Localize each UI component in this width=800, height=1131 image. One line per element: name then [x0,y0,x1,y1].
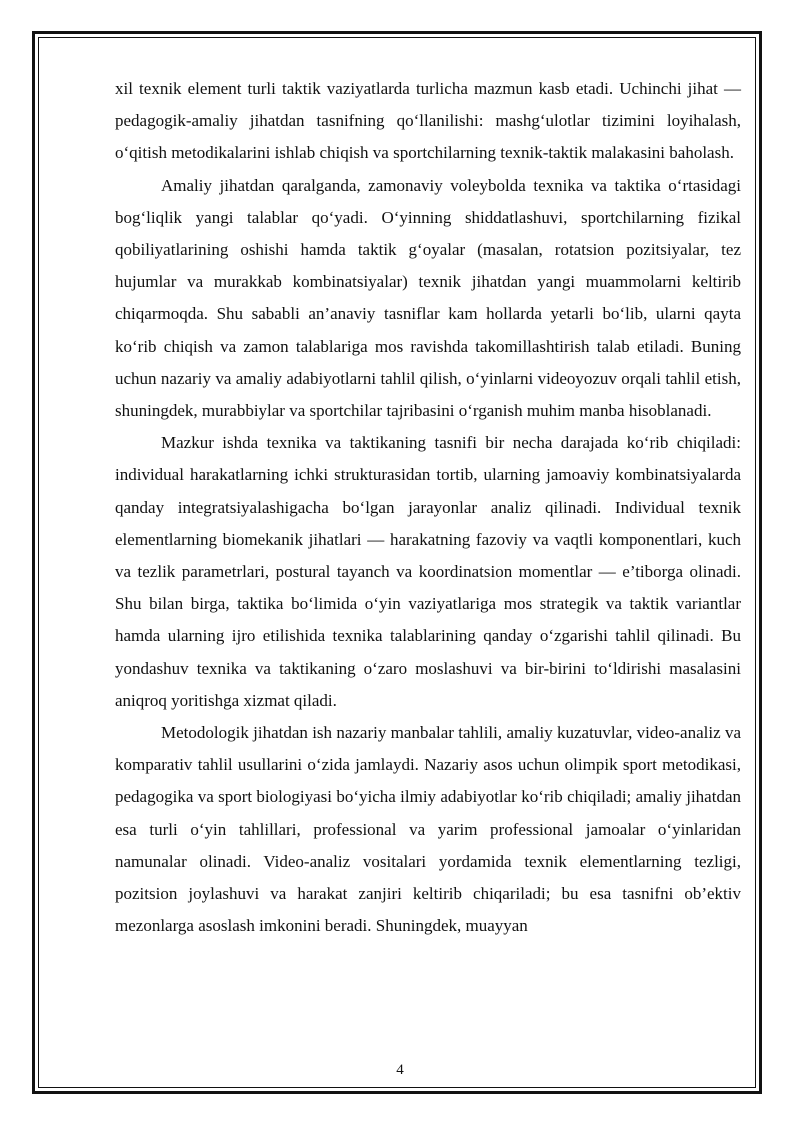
page-number: 4 [396,1062,404,1078]
paragraph: Metodologik jihatdan ish nazariy manbalar tahlili, amaliy kuzatuvlar, video-analiz va komparativ tahlil usullarini o‘zida jamlaydi. Nazariy asos uchun olimpik sport metodikasi, pedagogika va sport biologiyasi bo‘yicha ilmiy adabiyotlar ko‘rib chiqiladi; amaliy jihatdan esa turli o‘yin tahlillari, professional va yarim professional jamoalar o‘yinlaridan namunalar olinadi. Video-analiz vositalari yordamida texnik elementlarning tezligi, pozitsion joylashuvi va harakat zanjiri keltirib chiqariladi; bu esa tasnifni ob’ektiv mezonlarga asoslash imkonini beradi. Shuningdek, muayyan [115,723,741,936]
paragraph: Amaliy jihatdan qaralganda, zamonaviy voleybolda texnika va taktika o‘rtasidagi bog‘liqlik yangi talablar qo‘yadi. O‘yinning shiddatlashuvi, sportchilarning fizikal qobiliyatlarining oshishi hamda taktik g‘oyalar (masalan, rotatsion pozitsiyalar, tez hujumlar va murakkab kombinatsiyalar) texnik jihatdan yangi muammolarni keltirib chiqarmoqda. Shu sababli an’anaviy tasniflar kam hollarda yetarli bo‘lib, ularni qayta ko‘rib chiqish va zamon talablariga mos ravishda takomillashtirish talab etiladi. Buning uchun nazariy va amaliy adabiyotlarni tahlil qilish, o‘yinlarni videoyozuv orqali tahlil etish, shuningdek, murabbiylar va sportchilar tajribasini o‘rganish muhim manba hisoblanadi. [115,175,741,421]
paragraph-continuation: xil texnik element turli taktik vaziyatlarda turlicha mazmun kasb etadi. Uchinchi jihat — pedagogik-amaliy jihatdan tasnifning qo‘llanilishi: mashg‘ulotlar tizimini loyihalash, o‘qitish metodikalarini ishlab chiqish va sportchilarning texnik-taktik malakasini baholash. [115,79,741,163]
paragraph: Mazkur ishda texnika va taktikaning tasnifi bir necha darajada ko‘rib chiqiladi: individual harakatlarning ichki strukturasidan tortib, ularning jamoaviy kombinatsiyalarda qanday integratsiyalashigacha bo‘lgan jarayonlar analiz qilinadi. Individual texnik elementlarning biomekanik jihatlari — harakatning fazoviy va vaqtli komponentlari, kuch va tezlik parametrlari, postural tayanch va koordinatsion momentlar — e’tiborga olinadi. Shu bilan birga, taktika bo‘limida o‘yin vaziyatlariga mos strategik va taktik variantlar hamda ularning ijro etilishida texnika talablarining qanday o‘zgarishi tahlil qilinadi. Bu yondashuv texnika va taktikaning o‘zaro moslashuvi va bir-birini to‘ldirishi masalasini aniqroq yoritishga xizmat qiladi. [115,433,741,710]
page-body [115,73,741,942]
